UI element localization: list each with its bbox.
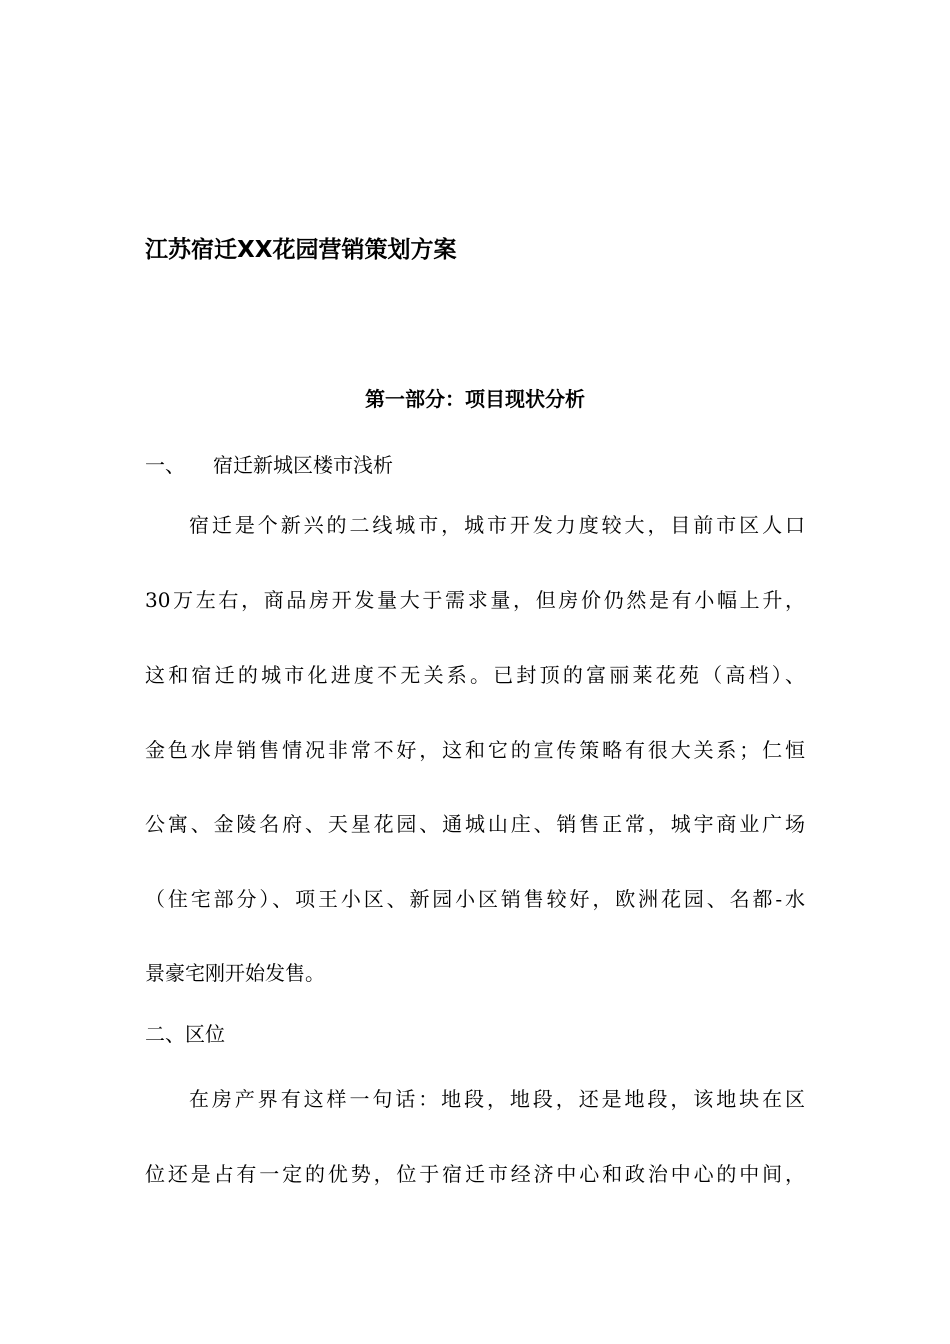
paragraph-line: 金色水岸销售情况非常不好，这和它的宣传策略有很大关系；仁恒 (145, 738, 805, 762)
paragraph-line: 景豪宅刚开始发售。 (145, 961, 325, 985)
section-title: 宿迁新城区楼市浅析 (213, 453, 393, 477)
paragraph-line: 位还是占有一定的优势，位于宿迁市经济中心和政治中心的中间， (145, 1162, 805, 1186)
paragraph-line: 在房产界有这样一句话：地段，地段，还是地段，该地块在区 (189, 1087, 805, 1111)
section-number: 一、 (145, 453, 185, 477)
document-title: 江苏宿迁XX花园营销策划方案 (145, 237, 457, 263)
paragraph-line: （住宅部分）、项王小区、新园小区销售较好，欧洲花园、名都-水 (145, 887, 805, 911)
paragraph-line: 宿迁是个新兴的二线城市，城市开发力度较大，目前市区人口 (189, 513, 805, 537)
paragraph-line: 这和宿迁的城市化进度不无关系。已封顶的富丽莱花苑（高档）、 (145, 663, 805, 687)
paragraph-line: 公寓、金陵名府、天星花园、通城山庄、销售正常，城宇商业广场 (145, 812, 805, 836)
section-heading-2: 二、区位 (145, 1022, 225, 1046)
section-heading-1 (145, 447, 393, 483)
paragraph-line: 30万左右，商品房开发量大于需求量，但房价仍然是有小幅上升， (145, 588, 805, 612)
part-heading: 第一部分：项目现状分析 (365, 387, 585, 411)
